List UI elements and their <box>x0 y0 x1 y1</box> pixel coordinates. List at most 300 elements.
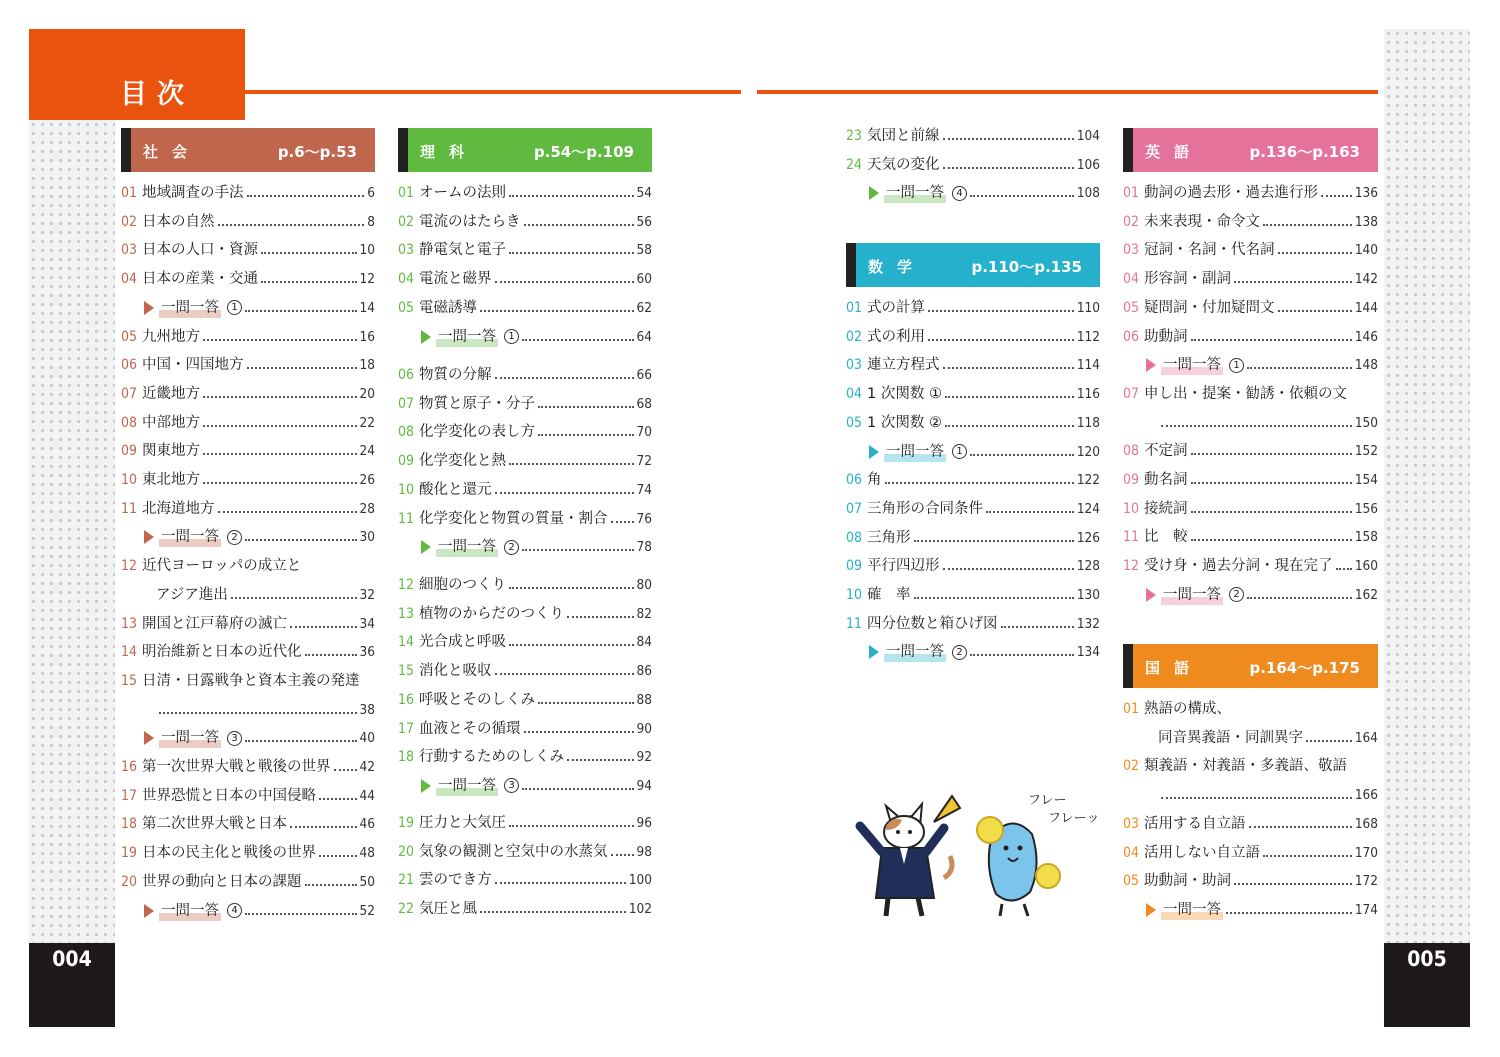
quiz-entry[interactable] <box>121 728 375 748</box>
entry-title: 血液とその循環 <box>419 720 521 737</box>
entry-title: 酸化と還元 <box>419 481 492 498</box>
entry-page: 138 <box>1354 213 1378 230</box>
entry-title: 熟語の構成、 <box>1144 701 1232 717</box>
entry-title: 呼吸とそのしくみ <box>419 691 536 708</box>
entry-title: 気圧と風 <box>419 901 478 918</box>
entry-page: 32 <box>359 586 375 603</box>
entry-page: 24 <box>359 443 375 460</box>
play-triangle-icon <box>421 779 431 793</box>
toc-entry[interactable] <box>846 614 1100 634</box>
entry-number: 08 <box>1123 443 1140 460</box>
entry-page: 96 <box>636 815 652 831</box>
section-page-range: p.6〜p.53 <box>277 143 357 161</box>
entry-number: 05 <box>846 414 863 431</box>
toc-entry[interactable] <box>1123 269 1378 289</box>
dot-leader <box>567 759 634 761</box>
entry-page: 20 <box>359 385 375 402</box>
toc-entry[interactable] <box>121 556 375 576</box>
dot-leader <box>245 913 357 915</box>
dot-leader <box>1321 195 1352 197</box>
entry-number: 21 <box>398 872 415 889</box>
entry-title: 植物のからだのつくり <box>419 605 565 622</box>
toc-entry[interactable] <box>121 269 375 289</box>
dot-leader <box>1226 912 1352 914</box>
toc-entry[interactable] <box>398 870 652 890</box>
entry-number: 01 <box>1123 185 1140 201</box>
toc-entry[interactable] <box>121 757 375 777</box>
entry-title: 申し出・提案・勧誘・依頼の文 <box>1144 385 1348 402</box>
toc-entry[interactable] <box>1123 728 1378 748</box>
entry-number: 03 <box>398 242 415 259</box>
entry-title: 1 次関数 ① <box>867 386 942 403</box>
entry-number: 02 <box>121 213 138 230</box>
entry-page: 142 <box>1354 271 1378 288</box>
entry-number: 17 <box>121 787 138 804</box>
toc-entry[interactable] <box>121 413 375 433</box>
entry-page: 170 <box>1354 844 1378 861</box>
entry-number: 18 <box>398 749 415 766</box>
entry-page: 90 <box>636 720 652 737</box>
quiz-number-circle: 3 <box>227 731 242 746</box>
toc-entry[interactable] <box>398 899 652 919</box>
entry-title: 活用する自立語 <box>1144 815 1246 832</box>
toc-entry[interactable] <box>121 499 375 519</box>
entry-page: 100 <box>628 872 652 889</box>
play-triangle-icon <box>1146 588 1156 602</box>
entry-number: 16 <box>398 691 415 708</box>
toc-entry[interactable] <box>121 872 375 892</box>
section-name: 社会 <box>143 143 202 161</box>
toc-entry[interactable] <box>846 528 1100 548</box>
toc-entry[interactable] <box>121 212 375 232</box>
quiz-number-circle: 1 <box>504 329 519 344</box>
dot-leader <box>928 339 1074 341</box>
entry-page: 66 <box>636 367 652 383</box>
entry-page: 136 <box>1354 185 1378 201</box>
section-header-bar <box>1123 128 1133 172</box>
section-page-range: p.136〜p.163 <box>1249 143 1360 161</box>
entry-number: 06 <box>398 367 415 383</box>
quiz-entry[interactable] <box>1123 355 1378 375</box>
toc-entry[interactable] <box>846 413 1100 433</box>
play-triangle-icon <box>421 330 431 344</box>
entry-title: 式の利用 <box>867 328 926 345</box>
blue-mascot-icon <box>977 817 1060 916</box>
toc-entry[interactable] <box>121 642 375 662</box>
entry-title: 雲のでき方 <box>419 872 492 889</box>
dot-leader <box>247 195 365 197</box>
toc-entry[interactable] <box>398 240 652 260</box>
entry-number: 02 <box>1123 758 1140 775</box>
entry-title: 動名詞 <box>1144 472 1188 488</box>
entry-title: 助動詞・助詞 <box>1144 873 1232 890</box>
entry-page: 46 <box>359 816 375 833</box>
toc-entry[interactable] <box>398 480 652 500</box>
entry-page: 42 <box>359 759 375 775</box>
dot-leader <box>509 195 634 197</box>
entry-page: 80 <box>636 577 652 593</box>
toc-entry[interactable] <box>398 509 652 529</box>
section-header-bar <box>121 128 131 172</box>
dot-leader <box>970 195 1074 197</box>
toc-entry[interactable] <box>846 355 1100 375</box>
entry-page: 54 <box>636 185 652 201</box>
dot-leader <box>943 367 1074 369</box>
toc-entry[interactable] <box>121 814 375 834</box>
entry-number: 10 <box>398 481 415 498</box>
entry-number: 05 <box>1123 299 1140 316</box>
dot-leader <box>522 788 634 790</box>
entry-number: 19 <box>121 845 138 862</box>
entry-page: 94 <box>636 777 652 794</box>
toc-entry[interactable] <box>398 842 652 862</box>
left-dotted-sidebar <box>29 120 115 943</box>
section-name: 数学 <box>868 258 927 276</box>
entry-page: 164 <box>1354 729 1378 746</box>
entry-title: 比 較 <box>1144 529 1188 546</box>
dot-leader <box>1191 482 1352 484</box>
quiz-entry[interactable] <box>398 776 652 796</box>
right-dotted-sidebar <box>1384 29 1470 943</box>
dot-leader <box>524 731 634 733</box>
entry-number: 03 <box>1123 815 1140 832</box>
section-name: 英語 <box>1145 143 1204 161</box>
entry-title: 明治維新と日本の近代化 <box>142 644 302 661</box>
dot-leader <box>1191 511 1352 513</box>
entry-number: 10 <box>121 472 138 488</box>
toc-entry[interactable] <box>398 394 652 414</box>
toc-entry[interactable] <box>1123 499 1378 519</box>
dot-leader <box>509 825 634 827</box>
dot-leader <box>509 644 634 646</box>
quiz-label: 一問一答 <box>161 529 219 546</box>
section-header-rika <box>398 128 652 172</box>
toc-entry[interactable] <box>1123 556 1378 576</box>
entry-page: 72 <box>636 453 652 470</box>
toc-entry[interactable] <box>1123 871 1378 891</box>
entry-title: 類義語・対義語・多義語、敬語 <box>1144 758 1348 775</box>
dot-leader <box>495 377 634 379</box>
entry-title: 世界恐慌と日本の中国侵略 <box>142 787 317 804</box>
play-triangle-icon <box>144 530 154 544</box>
entry-page: 160 <box>1354 558 1378 575</box>
quiz-number-circle: 2 <box>227 530 242 545</box>
toc-entry[interactable] <box>398 604 652 624</box>
toc-entry[interactable] <box>1123 470 1378 490</box>
toc-entry[interactable] <box>846 585 1100 605</box>
toc-entry[interactable] <box>398 298 652 318</box>
entry-number: 07 <box>846 500 863 517</box>
entry-title: 三角形 <box>867 529 911 546</box>
section-page-range: p.110〜p.135 <box>971 258 1082 276</box>
toc-entry[interactable] <box>398 183 652 203</box>
toc-entry[interactable] <box>846 298 1100 318</box>
dot-leader <box>245 740 357 742</box>
section-header-eigo <box>1123 128 1378 172</box>
entry-page: 102 <box>628 901 652 918</box>
entry-number: 04 <box>846 386 863 403</box>
dot-leader <box>203 425 357 427</box>
dot-leader <box>945 396 1074 398</box>
entry-number: 11 <box>398 510 415 527</box>
entry-title: 九州地方 <box>142 328 201 345</box>
play-triangle-icon <box>421 540 431 554</box>
entry-title: 式の計算 <box>867 300 926 316</box>
toc-entry[interactable] <box>398 747 652 767</box>
dot-leader <box>1306 740 1352 742</box>
entry-page: 144 <box>1354 299 1378 316</box>
entry-number: 03 <box>121 242 138 259</box>
quiz-number-circle: 2 <box>1229 587 1244 602</box>
toc-entry[interactable] <box>1123 785 1378 805</box>
quiz-entry[interactable] <box>121 527 375 547</box>
entry-page: 84 <box>636 634 652 651</box>
quiz-entry[interactable] <box>1123 585 1378 605</box>
entry-title: 同音異義語・同訓異字 <box>1158 729 1303 746</box>
quiz-entry[interactable] <box>1123 900 1378 920</box>
quiz-number-circle: 2 <box>952 645 967 660</box>
entry-page: 14 <box>359 299 375 316</box>
toc-entry[interactable] <box>846 327 1100 347</box>
toc-entry[interactable] <box>1123 441 1378 461</box>
dot-leader <box>885 482 1074 484</box>
dot-leader <box>1161 425 1352 427</box>
entry-page: 36 <box>359 644 375 661</box>
dot-leader <box>522 549 634 551</box>
quiz-entry[interactable] <box>846 642 1100 662</box>
entry-page: 122 <box>1076 472 1100 489</box>
entry-number: 09 <box>846 558 863 575</box>
toc-entry[interactable] <box>121 614 375 634</box>
entry-title: 世界の動向と日本の課題 <box>142 873 302 890</box>
entry-title: アジア進出 <box>156 586 228 603</box>
toc-entry[interactable] <box>1123 183 1378 203</box>
dot-leader <box>567 616 634 618</box>
entry-title: 気象の観測と空気中の水蒸気 <box>419 843 608 860</box>
toc-entry[interactable] <box>1123 212 1378 232</box>
dot-leader <box>538 406 634 408</box>
entry-title: 地域調査の手法 <box>142 185 244 201</box>
toc-entry[interactable] <box>121 700 375 720</box>
toc-entry[interactable] <box>121 183 375 203</box>
cheer-text-1: フレー <box>1028 793 1067 808</box>
quiz-entry[interactable] <box>846 183 1100 203</box>
toc-entry[interactable] <box>1123 814 1378 834</box>
toc-entry[interactable] <box>121 240 375 260</box>
entry-title: 物質の分解 <box>419 367 492 383</box>
toc-entry[interactable] <box>398 813 652 833</box>
toc-entry[interactable] <box>1123 843 1378 863</box>
entry-number: 14 <box>398 634 415 651</box>
entry-title: 圧力と大気圧 <box>419 815 507 831</box>
entry-number: 07 <box>121 385 138 402</box>
dot-leader <box>1278 310 1352 312</box>
entry-title: 光合成と呼吸 <box>419 634 507 651</box>
entry-title: 助動詞 <box>1144 328 1188 345</box>
entry-number: 06 <box>1123 328 1140 345</box>
entry-number: 09 <box>398 453 415 470</box>
entry-page: 68 <box>636 395 652 412</box>
play-triangle-icon <box>869 186 879 200</box>
entry-title: 静電気と電子 <box>419 242 507 259</box>
toc-entry[interactable] <box>121 384 375 404</box>
toc-entry[interactable] <box>1123 699 1378 719</box>
section-header-kokugo <box>1123 644 1378 688</box>
entry-title: 受け身・過去分詞・現在完了 <box>1144 558 1333 575</box>
quiz-label: 一問一答 <box>1163 357 1221 374</box>
section-page-range: p.54〜p.109 <box>533 143 634 161</box>
entry-title: 電磁誘導 <box>419 299 478 316</box>
section-name: 理科 <box>420 143 479 161</box>
play-triangle-icon <box>144 301 154 315</box>
entry-page: 152 <box>1354 443 1378 460</box>
entry-title: 電流のはたらき <box>419 213 521 230</box>
entry-number: 11 <box>846 615 863 632</box>
toc-entry[interactable] <box>846 126 1100 146</box>
entry-page: 128 <box>1076 558 1100 575</box>
entry-title: 物質と原子・分子 <box>419 395 536 412</box>
toc-entry[interactable] <box>121 786 375 806</box>
toc-entry[interactable] <box>121 843 375 863</box>
toc-entry[interactable] <box>1123 756 1378 776</box>
entry-title: 電流と磁界 <box>419 271 492 288</box>
toc-entry[interactable] <box>1123 298 1378 318</box>
toc-entry[interactable] <box>121 470 375 490</box>
quiz-entry[interactable] <box>398 537 652 557</box>
toc-entry[interactable] <box>1123 327 1378 347</box>
entry-title: 日清・日露戦争と資本主義の発達 <box>142 672 360 689</box>
entry-number: 14 <box>121 644 138 661</box>
entry-page: 104 <box>1076 128 1100 144</box>
dot-leader <box>231 597 357 599</box>
dot-leader <box>290 626 357 628</box>
dot-leader <box>305 884 357 886</box>
dot-leader <box>305 654 357 656</box>
entry-number: 24 <box>846 156 863 173</box>
entry-number: 05 <box>1123 873 1140 890</box>
entry-number: 02 <box>1123 213 1140 230</box>
entry-title: 三角形の合同条件 <box>867 500 984 517</box>
dot-leader <box>203 339 357 341</box>
entry-page: 130 <box>1076 587 1100 603</box>
dot-leader <box>1234 883 1352 885</box>
quiz-entry[interactable] <box>398 327 652 347</box>
dot-leader <box>319 798 357 800</box>
toc-entry[interactable] <box>398 422 652 442</box>
entry-title: 確 率 <box>867 587 911 603</box>
toc-entry[interactable] <box>398 632 652 652</box>
dot-leader <box>495 492 634 494</box>
dot-leader <box>1234 281 1352 283</box>
entry-title: 接続詞 <box>1144 500 1188 517</box>
entry-number: 01 <box>121 185 138 201</box>
toc-entry[interactable] <box>1123 384 1378 404</box>
dot-leader <box>1191 539 1352 541</box>
entry-page: 34 <box>359 615 375 632</box>
toc-entry[interactable] <box>846 470 1100 490</box>
quiz-entry[interactable] <box>121 298 375 318</box>
page-number-left: 004 <box>29 943 115 1027</box>
toc-entry[interactable] <box>846 384 1100 404</box>
toc-entry[interactable] <box>121 327 375 347</box>
dot-leader <box>159 712 357 714</box>
toc-entry[interactable] <box>398 212 652 232</box>
toc-entry[interactable] <box>398 365 652 385</box>
entry-number: 04 <box>1123 844 1140 861</box>
quiz-label: 一問一答 <box>161 730 219 747</box>
toc-entry[interactable] <box>1123 527 1378 547</box>
toc-entry[interactable] <box>398 451 652 471</box>
entry-number: 15 <box>398 663 415 680</box>
entry-number: 08 <box>121 414 138 431</box>
toc-entry[interactable] <box>846 556 1100 576</box>
toc-entry[interactable] <box>398 719 652 739</box>
entry-page: 56 <box>636 213 652 230</box>
toc-entry[interactable] <box>121 441 375 461</box>
toc-entry[interactable] <box>121 355 375 375</box>
entry-title: 化学変化と熱 <box>419 453 507 470</box>
entry-number: 02 <box>846 328 863 345</box>
entry-page: 120 <box>1076 443 1100 460</box>
entry-number: 15 <box>121 672 138 689</box>
toc-entry[interactable] <box>1123 413 1378 433</box>
entry-number: 12 <box>1123 558 1140 575</box>
toc-entry[interactable] <box>121 585 375 605</box>
entry-number: 23 <box>846 128 863 144</box>
entry-title: 化学変化と物質の質量・割合 <box>419 510 608 527</box>
entry-page: 82 <box>636 605 652 622</box>
entry-page: 114 <box>1076 357 1100 374</box>
toc-entry[interactable] <box>398 690 652 710</box>
entry-page: 158 <box>1354 529 1378 546</box>
entry-page: 88 <box>636 691 652 708</box>
quiz-label: 一問一答 <box>438 539 496 556</box>
dot-leader <box>1336 568 1352 570</box>
entry-title: 中部地方 <box>142 414 201 431</box>
entry-number: 06 <box>846 472 863 489</box>
dot-leader <box>261 252 357 254</box>
entry-title: 細胞のつくり <box>419 577 507 593</box>
entry-page: 154 <box>1354 472 1378 488</box>
dot-leader <box>290 826 357 828</box>
entry-title: 1 次関数 ② <box>867 414 942 431</box>
entry-page: 74 <box>636 481 652 498</box>
quiz-label: 一問一答 <box>161 902 219 919</box>
toc-entry[interactable] <box>121 671 375 691</box>
toc-entry[interactable] <box>398 661 652 681</box>
dot-leader <box>509 587 634 589</box>
toc-entry[interactable] <box>846 155 1100 175</box>
dot-leader <box>611 521 634 523</box>
toc-entry[interactable] <box>398 575 652 595</box>
dot-leader <box>509 463 634 465</box>
entry-page: 168 <box>1354 815 1378 832</box>
entry-page: 78 <box>636 539 652 556</box>
dot-leader <box>1278 252 1352 254</box>
toc-entry[interactable] <box>398 269 652 289</box>
toc-entry[interactable] <box>846 499 1100 519</box>
entry-page: 40 <box>359 730 375 747</box>
play-triangle-icon <box>869 645 879 659</box>
entry-title: 不定詞 <box>1144 443 1188 460</box>
quiz-entry[interactable] <box>846 442 1100 462</box>
toc-entry[interactable] <box>1123 240 1378 260</box>
quiz-label: 一問一答 <box>886 644 944 661</box>
entry-page: 172 <box>1354 873 1378 890</box>
quiz-entry[interactable] <box>121 901 375 921</box>
entry-number: 13 <box>398 605 415 622</box>
dot-leader <box>218 224 365 226</box>
